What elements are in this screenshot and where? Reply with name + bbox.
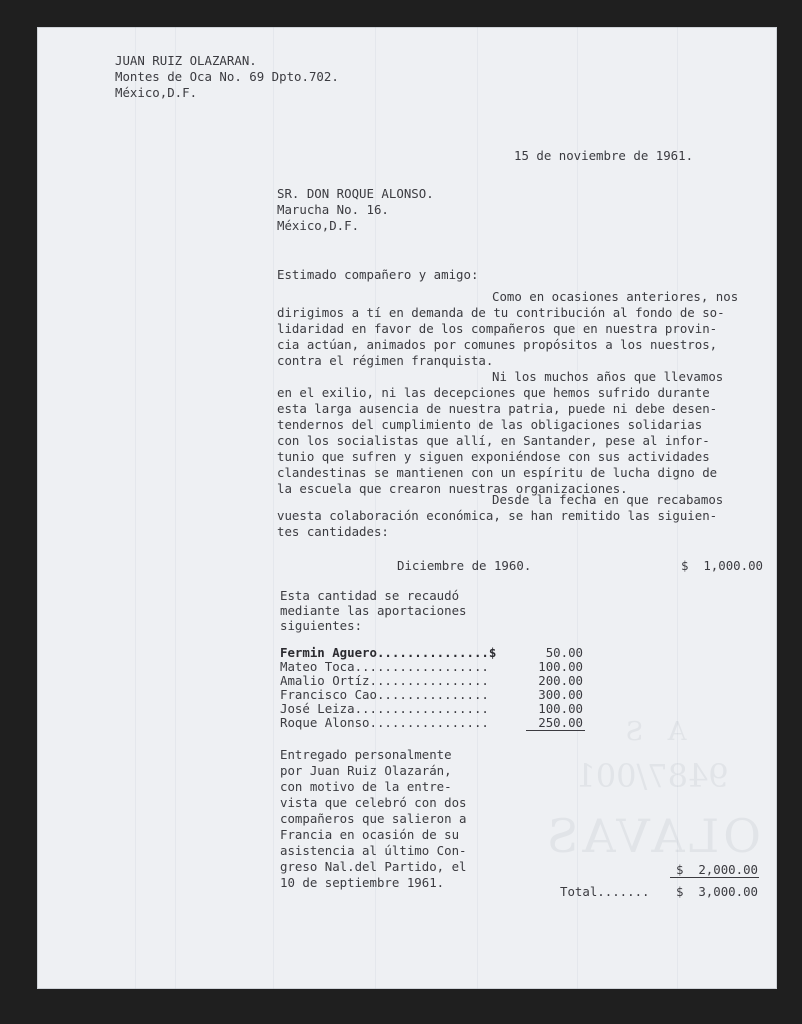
body-line: vuesta colaboración económica, se han remitido las siguien- — [277, 508, 718, 523]
subtotal-rule — [526, 730, 585, 731]
body-line: tes cantidades: — [277, 524, 389, 539]
body-line: contra el régimen franquista. — [277, 353, 494, 368]
note-line: 10 de septiembre 1961. — [280, 875, 445, 890]
entry-amount: $ 2,000.00 — [675, 862, 758, 877]
note-line: por Juan Ruiz Olazarán, — [280, 763, 452, 778]
contributor-name: Mateo Toca.................. — [280, 659, 489, 674]
letter-page — [37, 27, 777, 989]
contribution-amount: 50.00 — [545, 645, 583, 660]
contribution-amount: 100.00 — [538, 659, 583, 674]
body-line: cia actúan, animados por comunes propósitos a los nuestros, — [277, 337, 718, 352]
note-line: Esta cantidad se recaudó — [280, 588, 460, 603]
note-line: compañeros que salieron a — [280, 811, 467, 826]
contributor-name: Amalio Ortíz................ — [280, 673, 489, 688]
contribution-amount: 100.00 — [538, 701, 583, 716]
contributor-name: José Leiza.................. — [280, 701, 489, 716]
total-label: Total....... — [560, 884, 650, 899]
note-line: con motivo de la entre- — [280, 779, 452, 794]
contributor-name: Roque Alonso................ — [280, 715, 489, 730]
paper-grain-line — [135, 27, 136, 989]
body-line: lidaridad en favor de los compañeros que en nuestra provin- — [277, 321, 718, 336]
body-line: dirigimos a tí en demanda de tu contribución al fondo de so- — [277, 305, 725, 320]
paper-grain-line — [175, 27, 176, 989]
body-line: la escuela que crearon nuestras organizaciones. — [277, 481, 628, 496]
contribution-amount: 200.00 — [538, 673, 583, 688]
paper-grain-line — [273, 27, 274, 989]
sender-city: México,D.F. — [115, 85, 198, 100]
body-line: con los socialistas que allí, en Santander, pese al infor- — [277, 433, 710, 448]
body-line: esta larga ausencia de nuestra patria, puede ni debe desen- — [277, 401, 718, 416]
body-line: Desde la fecha en que recabamos — [492, 492, 724, 507]
note-line: vista que celebró con dos — [280, 795, 467, 810]
note-line: Entregado personalmente — [280, 747, 452, 762]
body-line: tendernos del cumplimiento de las obligaciones solidarias — [277, 417, 703, 432]
body-line: Como en ocasiones anteriores, nos — [492, 289, 739, 304]
note-line: greso Nal.del Partido, el — [280, 859, 467, 874]
note-line: siguientes: — [280, 618, 363, 633]
sender-name: JUAN RUIZ OLAZARAN. — [115, 53, 257, 68]
note-line: mediante las aportaciones — [280, 603, 467, 618]
recipient-name: SR. DON ROQUE ALONSO. — [277, 186, 434, 201]
entry-label: Diciembre de 1960. — [397, 558, 532, 573]
note-line: asistencia al último Con- — [280, 843, 467, 858]
recipient-address: Marucha No. 16. — [277, 202, 389, 217]
total-amount: $ 3,000.00 — [675, 884, 758, 899]
note-line: Francia en ocasión de su — [280, 827, 460, 842]
body-line: Ni los muchos años que llevamos — [492, 369, 724, 384]
letter-date: 15 de noviembre de 1961. — [514, 148, 694, 163]
body-line: en el exilio, ni las decepciones que hemos sufrido durante — [277, 385, 710, 400]
entry-amount: $ 1,000.00 — [680, 558, 763, 573]
sender-address: Montes de Oca No. 69 Dpto.702. — [115, 69, 339, 84]
body-line: tunio que sufren y siguen exponiéndose con sus actividades — [277, 449, 710, 464]
body-line: clandestinas se mantienen con un espíritu de lucha digno de — [277, 465, 718, 480]
contributor-name: Francisco Cao............... — [280, 687, 489, 702]
recipient-city: México,D.F. — [277, 218, 360, 233]
contribution-amount: 250.00 — [538, 715, 583, 730]
total-rule — [670, 877, 759, 878]
contribution-amount: 300.00 — [538, 687, 583, 702]
salutation: Estimado compañero y amigo: — [277, 267, 479, 282]
contributor-name: Fermin Aguero...............$ — [280, 645, 497, 660]
show-through-stamp: A S 9487/001 OLAVAS — [542, 717, 762, 863]
